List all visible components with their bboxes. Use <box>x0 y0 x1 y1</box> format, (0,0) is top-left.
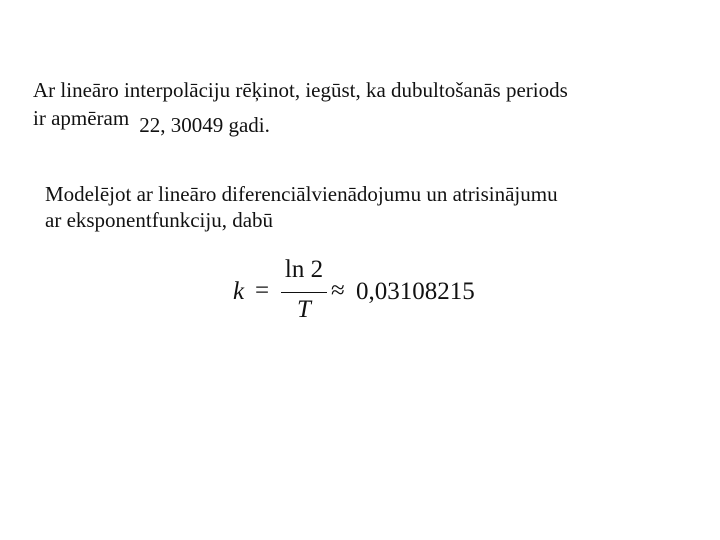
formula-result: 0,03108215 <box>356 278 475 305</box>
interpolation-text-line2 <box>33 104 693 137</box>
formula-numerator: ln 2 <box>284 256 324 283</box>
fraction-bar <box>281 292 327 293</box>
formula-fraction <box>281 256 327 328</box>
model-text-line2: ar eksponentfunkciju, dabū <box>45 208 274 232</box>
formula-variable: k <box>233 278 245 305</box>
formula-approx-sign: ≈ <box>331 277 345 304</box>
model-paragraph <box>45 181 685 233</box>
doubling-period-value: 22, 30049 gadi. <box>139 113 270 137</box>
formula-denominator: T <box>297 296 311 323</box>
formula-equals-sign: = <box>255 277 270 304</box>
interpolation-text-line1: Ar lineāro interpolāciju rēķinot, iegūst, ka dubultošanās periods <box>33 78 568 102</box>
interpolation-paragraph <box>33 76 693 137</box>
interpolation-text-prefix: ir apmēram <box>33 106 130 130</box>
model-text-line1: Modelējot ar lineāro diferenciālvienādojumu un atrisinājumu <box>45 182 558 206</box>
